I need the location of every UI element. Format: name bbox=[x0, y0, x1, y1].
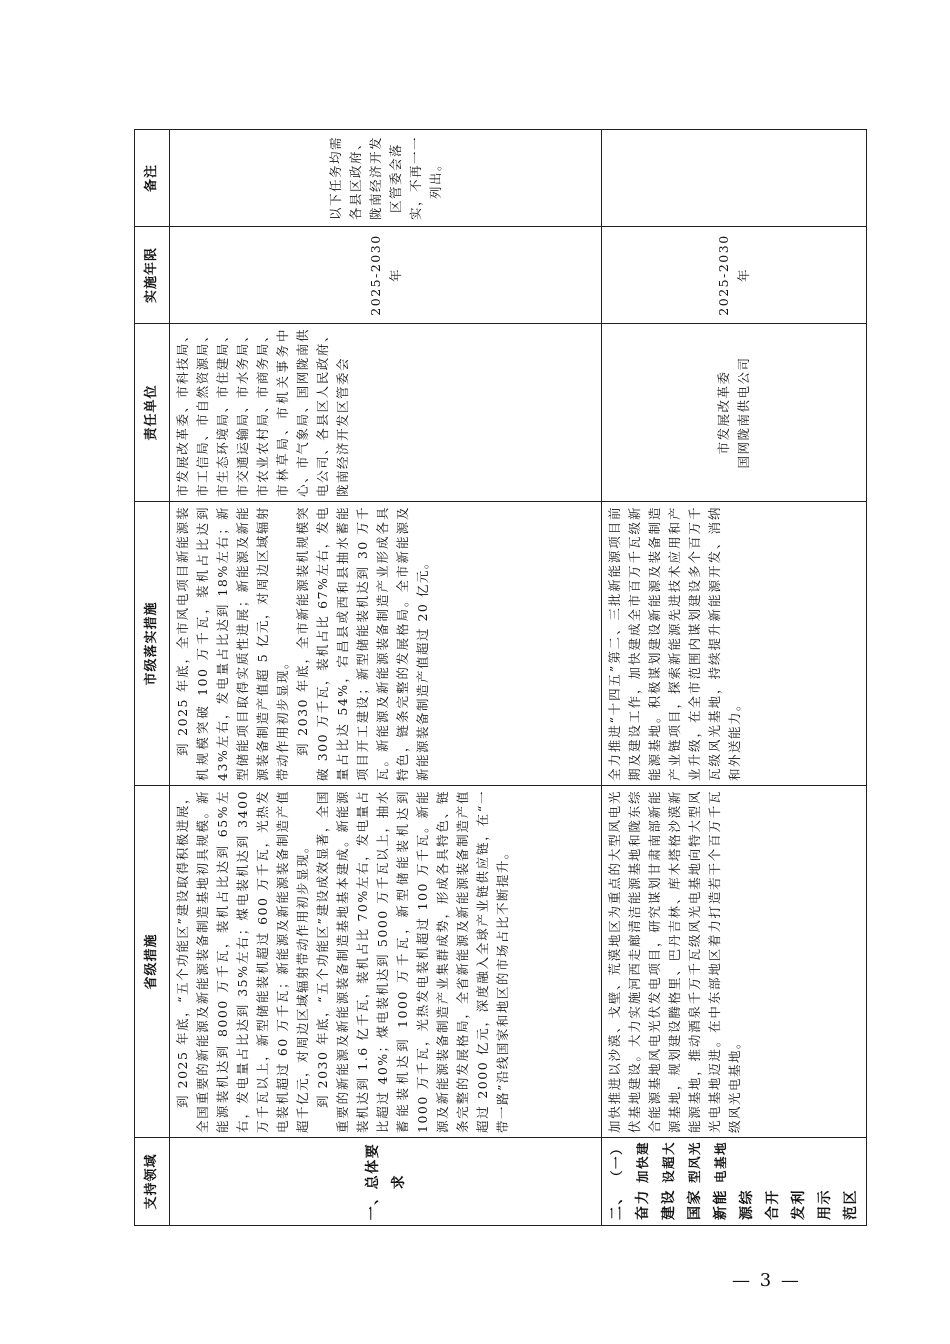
row1-period: 2025-2030 年 bbox=[170, 227, 602, 324]
row2-period: 2025-2030 年 bbox=[602, 227, 867, 324]
rotated-table-sheet bbox=[134, 130, 859, 1226]
row1-provincial-p1: 到 2025 年底，“五个功能区”建设取得积极进展，全国重要的新能源及新能源装备制造基地初具规模。新能源装机达到 8000 万千瓦，装机占比达到 65%左右，发电量占比达到 35%左右；煤电装机达到 3400 万千瓦以上，新型储能装机超过 600 万千瓦，光热发电装机超过 60 万千瓦；新能源及新能源装备制造产值超千亿元，对周边区域辐射带动作用初步显现。 bbox=[175, 790, 310, 1133]
row2-note bbox=[602, 130, 867, 227]
header-area: 支持领域 bbox=[135, 1138, 170, 1226]
row1-provincial-p2: 到 2030 年底，“五个功能区”建设成效显著，全国重要的新能源及新能源装备制造基地基本建成。新能源装机达到 1.6 亿千瓦，装机占比 70%左右，发电量占比超过 40%；煤电装机达到 5000 万千瓦以上，抽水蓄能装机达到 1000 万千瓦，新型储能装机达到 1000 万千瓦，光热发电装机超过 100 万千瓦。新能源及新能源装备制造产业集群成势，形成各具特色、链条完整的发展格局，全省新能源及新能源装备制造产值超过 2000 亿元，深度融入全球产业链供应链，在“一带一路”沿线国家和地区的市场占比不断提升。 bbox=[315, 790, 510, 1133]
table-row-overall bbox=[170, 130, 602, 1226]
header-provincial: 省级措施 bbox=[135, 786, 170, 1138]
header-unit: 责任单位 bbox=[135, 324, 170, 502]
row1-note: 以下任务均需各县区政府、陇南经济开发区管委会落实，不再一一列出。 bbox=[170, 130, 602, 227]
header-city: 市级落实措施 bbox=[135, 502, 170, 786]
row1-provincial bbox=[170, 786, 602, 1138]
row2-area: 二、奋力建设国家新能源综合开发利用示范区 bbox=[609, 1189, 859, 1221]
row2-unit: 市发展改革委 国网陇南供电公司 bbox=[602, 324, 867, 502]
header-period: 实施年限 bbox=[135, 227, 170, 324]
row2-area-cell bbox=[602, 1138, 867, 1226]
row2-city: 全力推进“十四五”第二、三批新能源项目前期及建设工作，加快建成全市百万千瓦级新能源基地。积极谋划建设新能源及装备制造产业链项目，探索新能源先进技术应用和产业升级，在全市范围内谋划建设多个百万千瓦级风光基地，持续提升新能源开发、消纳和外送能力。 bbox=[602, 502, 867, 786]
row2-provincial: 加快推进以沙漠、戈壁、荒漠地区为重点的大型风电光伏基地建设。大力实施河西走廊清洁能源基地和陇东综合能源基地风电光伏发电项目，研究谋划甘肃南部新能源基地，规划建设腾格里、巴丹吉林、库木塔格沙漠新能源基地，推动酒泉千万千瓦级风光电基地向特大型风光电基地迈进。在中东部地区着力打造若干个百万千瓦级风光电基地。 bbox=[602, 786, 867, 1138]
table-row-base bbox=[602, 130, 867, 1226]
row1-city-p2: 到 2030 年底，全市新能源装机规模突破 300 万千瓦，装机占比 67%左右，发电量占比达 54%，宕昌县或西和县抽水蓄能项目开工建设；新型储能装机达到 30 万千瓦。新能源及新能源装备制造产业形成各具特色，链条完整的发展格局。全市新能源及新能源装备制造产值超过 20 亿元。 bbox=[295, 506, 430, 781]
policy-table bbox=[134, 129, 867, 1226]
row1-unit: 市发展改革委、市科技局、市工信局、市自然资源局、市生态环境局、市住建局、市交通运输局、市水务局、市农业农村局、市商务局、市林草局、市机关事务中心、市气象局、国网陇南供电公司、各县区人民政府、陇南经济开发区管委会 bbox=[170, 324, 602, 502]
row1-city bbox=[170, 502, 602, 786]
row2-subarea: （一）加快建设超大型风光电基地 bbox=[609, 1141, 728, 1184]
row1-area: 一、总体要求 bbox=[170, 1138, 602, 1226]
page-number: — 3 — bbox=[732, 1270, 801, 1291]
row1-city-p1: 到 2025 年底，全市风电项目新能源装机规模突破 100 万千瓦，装机占比达到 43%左右，发电量占比达到 18%左右；新型储能项目取得实质性进展；新能源及新能源装备制造产值超 5 亿元，对周边区域辐射带动作用初步显现。 bbox=[175, 506, 290, 781]
header-note: 备注 bbox=[135, 130, 170, 227]
table-header-row bbox=[135, 130, 170, 1226]
